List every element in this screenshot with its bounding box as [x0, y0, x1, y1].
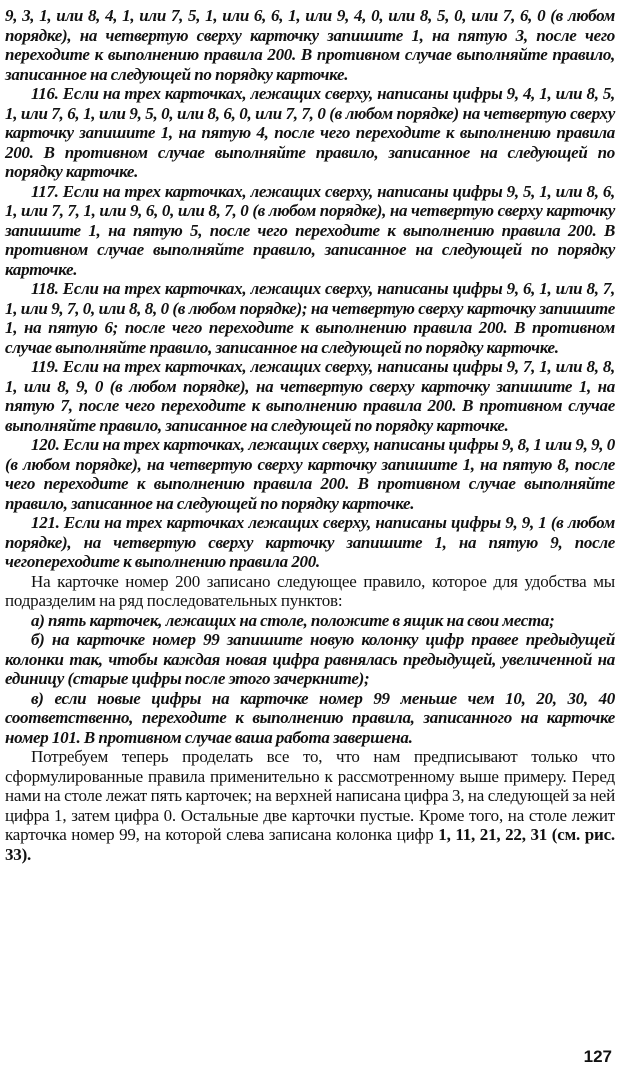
- rule-120: 120. Если на трех карточках, лежащих сверху, написаны цифры 9, 8, 1 или 9, 9, 0 (в любом порядке), на четвертую сверху карточку запишите 1, на пятую 8, после чего переходите к выполнению правила 200. В противном случае выполняйте правило, записанное на следующей по порядку карточке.: [5, 435, 615, 513]
- point-b-label: б): [31, 630, 45, 649]
- rule-118: 118. Если на трех карточках, лежащих сверху, написаны цифры 9, 6, 1, или 8, 7, 1, или 9, 7, 0, или 8, 8, 0 (в любом порядке); на четвертую сверху карточку запишите 1, на пятую 6; после чего переходите к выполнению правила 200. В противном случае выполняйте правило, записанное на следующей по порядку карточке.: [5, 279, 615, 357]
- rule-200-point-c: [5, 689, 615, 748]
- rule-200-intro: На карточке номер 200 записано следующее правило, которое для удобства мы подразделим на ряд последовательных пунктов:: [5, 571, 615, 610]
- rule-119: 119. Если на трех карточках, лежащих сверху, написаны цифры 9, 7, 1, или 8, 8, 1, или 8, 9, 0 (в любом порядке), на четвертую сверху карточку запишите 1, на пятую 7, после чего переходите к выполнению правила 200. В противном случае выполняйте правило, записанное на следующей по порядку карточке.: [5, 357, 615, 435]
- closing-text-2: (см. рис. 33).: [5, 825, 615, 864]
- closing-text-1: Потребуем теперь проделать все то, что нам предписывают только что сформулированные правила применительно к рассмотренному выше примеру. Перед нами на столе лежат пять карточек; на верхней написана цифра 3, на следующей за ней цифра 1, затем цифра 0. Остальные две карточки пустые. Кроме того, на столе лежит карточка номер 99, на которой слева записана колонка цифр: [5, 747, 615, 844]
- rule-200-point-b: [5, 630, 615, 689]
- rule-116: 116. Если на трех карточках, лежащих сверху, написаны цифры 9, 4, 1, или 8, 5, 1, или 7, 6, 1, или 9, 5, 0, или 8, 6, 0, или 7, 7, 0 (в любом порядке) на четвертую сверху карточку запишите 1, на пятую 4, после чего переходите к выполнению правила 200. В противном случае выполняйте правило, записанное на следующей по порядку карточке.: [5, 84, 615, 181]
- point-a-label: а): [31, 610, 45, 630]
- point-a-text: пять карточек, лежащих на столе, положите в ящик на свои места;: [48, 610, 555, 630]
- closing-paragraph: [5, 747, 615, 864]
- rule-121: 121. Если на трех карточках лежащих сверху, написаны цифры 9, 9, 1 (в любом порядке), на четвертую сверху карточку запишите 1, на пятую 9, после чегопереходите к выполнению правила 200.: [5, 513, 615, 571]
- closing-numbers: 1, 11, 21, 22, 31: [438, 825, 548, 844]
- page-number: 127: [583, 1047, 612, 1066]
- point-c-text: если новые цифры на карточке номер 99 меньше чем 10, 20, 30, 40 соответственно, переходите к выполнению правила, записанного на карточке номер 101. В противном случае ваша работа завершена.: [5, 688, 616, 747]
- point-b-text: на карточке номер 99 запишите новую колонку цифр правее предыдущей колонки так, чтобы каждая новая цифра равнялась предыдущей, увеличенной на единицу (старые цифры после этого зачеркните);: [5, 630, 615, 688]
- rule-200-point-a: [5, 611, 615, 631]
- point-c-label: в): [31, 688, 44, 708]
- rule-117: 117. Если на трех карточках, лежащих сверху, написаны цифры 9, 5, 1, или 8, 6, 1, или 7, 7, 1, или 9, 6, 0, или 8, 7, 0 (в любом порядке), на четвертую сверху карточку запишите 1, на пятую 5, после чего переходите к выполнению правила 200. В противном случае выполняйте правило, записанное на следующей по порядку карточке.: [5, 181, 615, 279]
- rule-115-continuation: 9, 3, 1, или 8, 4, 1, или 7, 5, 1, или 6, 6, 1, или 9, 4, 0, или 8, 5, 0, или 7, 6, 0 (в любом порядке), на четвертую сверху карточку запишите 1, на пятую 3, после чего переходите к выполнению правила 200. В противном случае выполняйте правило, записанное на следующей по порядку карточке.: [5, 6, 615, 84]
